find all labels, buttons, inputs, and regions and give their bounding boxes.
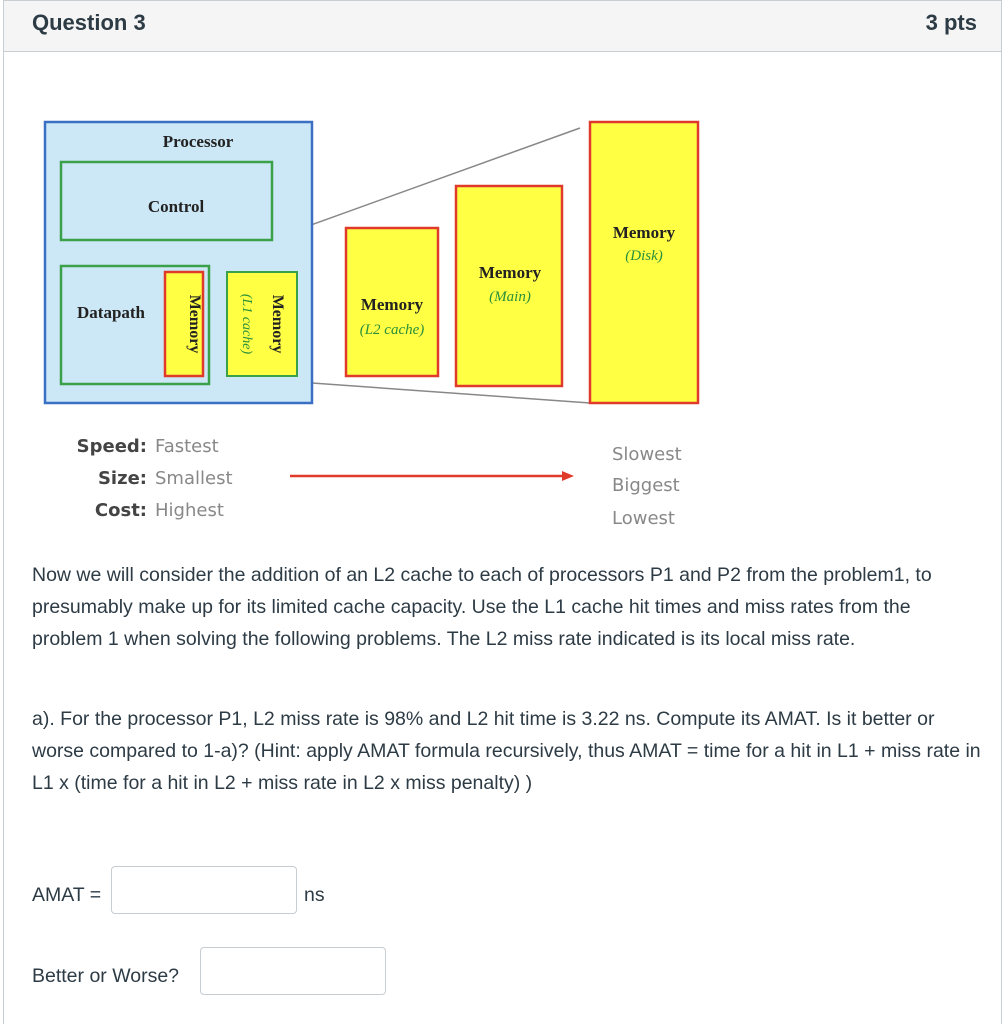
main-memory-box	[456, 186, 562, 386]
cost-high: Lowest	[612, 508, 675, 529]
datapath-label: Datapath	[77, 303, 146, 322]
size-low: Smallest	[155, 468, 233, 489]
size-label: Size:	[97, 468, 147, 489]
register-memory-label: Memory	[186, 294, 203, 354]
amat-unit: ns	[304, 884, 325, 906]
question-header	[3, 0, 1002, 52]
part-a-paragraph: a). For the processor P1, L2 miss rate is 98% and L2 hit time is 3.22 ns. Compute its AMAT. Is it better or worse compared to 1-a)? (Hint: apply AMAT formula recursively, thus AMAT = time for a hit in L1 + miss rate in L1 x (time for a hit in L2 + miss rate in L2 x miss penalty) )	[32, 708, 981, 794]
speed-high: Slowest	[612, 444, 682, 465]
size-high: Biggest	[612, 475, 680, 496]
scale-arrow-head	[562, 471, 574, 481]
better-worse-input[interactable]	[200, 947, 386, 995]
l1-memory-label: Memory	[269, 294, 286, 354]
cost-low: Highest	[155, 500, 224, 521]
better-worse-label: Better or Worse?	[32, 965, 180, 987]
main-label: (Main)	[489, 289, 531, 305]
disk-memory-label: Memory	[612, 223, 676, 242]
amat-input[interactable]	[111, 866, 297, 914]
question-points: 3 pts	[925, 10, 977, 35]
speed-label: Speed:	[76, 436, 147, 457]
l2-memory-label: Memory	[360, 295, 424, 314]
intro-paragraph: Now we will consider the addition of an L2 cache to each of processors P1 and P2 from the problem1, to presumably make up for its limited cache capacity. Use the L1 cache hit times and miss rates from the problem 1 when solving the following problems. The L2 miss rate indicated is its local miss rate.	[32, 564, 932, 650]
speed-low: Fastest	[155, 436, 219, 457]
question-title: Question 3	[32, 10, 146, 35]
control-label: Control	[147, 197, 205, 216]
l2-cache-label: (L2 cache)	[359, 322, 425, 338]
disk-label: (Disk)	[625, 248, 663, 264]
amat-label: AMAT =	[32, 884, 102, 906]
l1-cache-label: (L1 cache)	[239, 293, 254, 355]
memory-hierarchy-diagram	[0, 100, 1002, 540]
cost-label: Cost:	[94, 500, 147, 521]
main-memory-label: Memory	[478, 263, 542, 282]
processor-label: Processor	[162, 132, 234, 151]
